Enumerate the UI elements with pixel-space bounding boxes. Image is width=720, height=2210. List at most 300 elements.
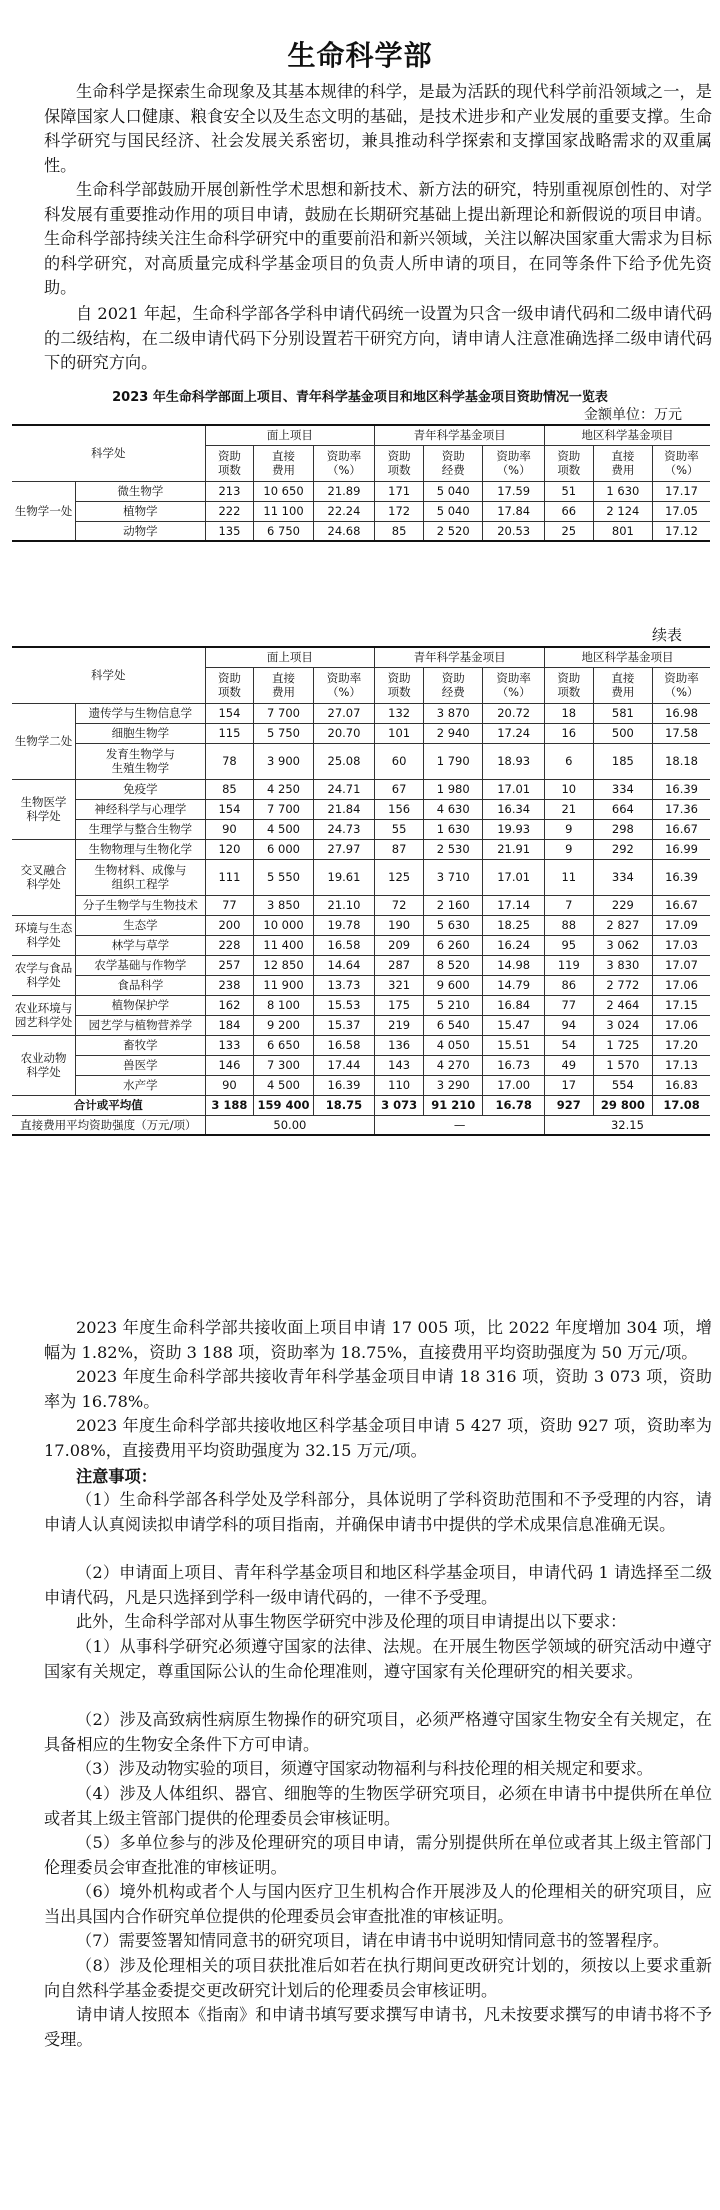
value-cell: 12 850 <box>254 955 313 975</box>
value-cell: 801 <box>593 521 652 541</box>
value-cell: 14.64 <box>313 955 375 975</box>
value-cell: 87 <box>375 839 424 859</box>
value-cell: 17.24 <box>483 723 545 743</box>
field-cell: 林学与草学 <box>76 935 205 955</box>
value-cell: 4 500 <box>254 819 313 839</box>
intensity-regional: 32.15 <box>544 1115 710 1135</box>
value-cell: 190 <box>375 915 424 935</box>
unit-label: 金额单位：万元 <box>584 407 682 423</box>
header-subcolumn: 资助 项数 <box>544 667 593 703</box>
value-cell: 3 710 <box>424 859 483 895</box>
value-cell: 7 700 <box>254 703 313 723</box>
value-cell: 16.73 <box>483 1055 545 1075</box>
total-value: 159 400 <box>254 1095 313 1115</box>
total-value: 927 <box>544 1095 593 1115</box>
value-cell: 77 <box>205 895 254 915</box>
total-value: 3 073 <box>375 1095 424 1115</box>
field-cell: 免疫学 <box>76 779 205 799</box>
total-label: 合计或平均值 <box>12 1095 205 1115</box>
field-cell: 神经科学与心理学 <box>76 799 205 819</box>
value-cell: 6 260 <box>424 935 483 955</box>
value-cell: 136 <box>375 1035 424 1055</box>
value-cell: 119 <box>544 955 593 975</box>
total-value: 17.08 <box>653 1095 710 1115</box>
total-value: 16.78 <box>483 1095 545 1115</box>
value-cell: 17.13 <box>653 1055 710 1075</box>
value-cell: 25 <box>544 521 593 541</box>
value-cell: 4 050 <box>424 1035 483 1055</box>
dept-cell: 农学与食品 科学处 <box>12 955 76 995</box>
value-cell: 17.15 <box>653 995 710 1015</box>
header-subcolumn: 资助 项数 <box>375 667 424 703</box>
value-cell: 2 160 <box>424 895 483 915</box>
table-row <box>12 935 710 955</box>
value-cell: 16 <box>544 723 593 743</box>
value-cell: 67 <box>375 779 424 799</box>
value-cell: 2 520 <box>424 521 483 541</box>
value-cell: 19.61 <box>313 859 375 895</box>
value-cell: 143 <box>375 1055 424 1075</box>
value-cell: 16.99 <box>653 839 710 859</box>
value-cell: 229 <box>593 895 652 915</box>
header-subcolumn: 资助 项数 <box>375 445 424 481</box>
field-cell: 园艺学与植物营养学 <box>76 1015 205 1035</box>
value-cell: 228 <box>205 935 254 955</box>
header-subcolumn: 直接 费用 <box>254 445 313 481</box>
value-cell: 60 <box>375 743 424 779</box>
value-cell: 4 250 <box>254 779 313 799</box>
table-row <box>12 481 710 501</box>
value-cell: 11 <box>544 859 593 895</box>
value-cell: 5 550 <box>254 859 313 895</box>
table-row <box>12 1055 710 1075</box>
note-item: （1）生命科学部各科学处及学科部分，具体说明了学科资助范围和不予受理的内容，请申请人认真阅读拟申请学科的项目指南，并确保申请书中提供的学术成果信息准确无误。 <box>44 1490 712 1534</box>
value-cell: 17.84 <box>483 501 545 521</box>
value-cell: 16.83 <box>653 1075 710 1095</box>
value-cell: 7 700 <box>254 799 313 819</box>
table-row <box>12 839 710 859</box>
field-cell: 生物物理与生物化学 <box>76 839 205 859</box>
value-cell: 15.47 <box>483 1015 545 1035</box>
value-cell: 18.93 <box>483 743 545 779</box>
value-cell: 200 <box>205 915 254 935</box>
total-row <box>12 1095 710 1115</box>
note-item: （2）申请面上项目、青年科学基金项目和地区科学基金项目，申请代码 1 请选择至二级申请代码，凡是只选择到学科一级申请代码的，一律不予受理。 <box>44 1563 712 1607</box>
note-item: （3）涉及动物实验的项目，须遵守国家动物福利与科技伦理的相关规定和要求。 <box>76 1759 653 1778</box>
value-cell: 19.93 <box>483 819 545 839</box>
value-cell: 16.39 <box>653 779 710 799</box>
note-item: （6）境外机构或者个人与国内医疗卫生机构合作开展涉及人的伦理相关的研究项目，应当出具国内合作研究单位提供的伦理委员会审查批准的审核证明。 <box>44 1882 712 1926</box>
table-row <box>12 703 710 723</box>
note-item: 此外，生命科学部对从事生物医学研究中涉及伦理的项目申请提出以下要求： <box>76 1612 627 1631</box>
header-young-scientists: 青年科学基金项目 <box>375 647 545 667</box>
value-cell: 17.59 <box>483 481 545 501</box>
value-cell: 17.20 <box>653 1035 710 1055</box>
table-row <box>12 743 710 779</box>
total-value: 18.75 <box>313 1095 375 1115</box>
table-row <box>12 859 710 895</box>
table-row <box>12 995 710 1015</box>
value-cell: 16.67 <box>653 895 710 915</box>
value-cell: 3 900 <box>254 743 313 779</box>
value-cell: 154 <box>205 799 254 819</box>
header-subcolumn: 资助率 （%） <box>483 667 545 703</box>
value-cell: 1 790 <box>424 743 483 779</box>
value-cell: 17.14 <box>483 895 545 915</box>
total-value: 29 800 <box>593 1095 652 1115</box>
value-cell: 27.97 <box>313 839 375 859</box>
table-row <box>12 723 710 743</box>
value-cell: 3 870 <box>424 703 483 723</box>
value-cell: 19.78 <box>313 915 375 935</box>
value-cell: 66 <box>544 501 593 521</box>
value-cell: 86 <box>544 975 593 995</box>
value-cell: 78 <box>205 743 254 779</box>
dept-cell: 生物学一处 <box>12 481 76 541</box>
note-item: （8）涉及伦理相关的项目获批准后如若在执行期间更改研究计划的，须按以上要求重新向自然科学基金委提交更改研究计划后的伦理委员会审核证明。 <box>44 1956 712 2000</box>
value-cell: 21.84 <box>313 799 375 819</box>
header-subcolumn: 资助 项数 <box>544 445 593 481</box>
value-cell: 15.53 <box>313 995 375 1015</box>
field-cell: 农学基础与作物学 <box>76 955 205 975</box>
value-cell: 49 <box>544 1055 593 1075</box>
value-cell: 1 570 <box>593 1055 652 1075</box>
table-row <box>12 1015 710 1035</box>
table-row <box>12 915 710 935</box>
field-cell: 食品科学 <box>76 975 205 995</box>
value-cell: 133 <box>205 1035 254 1055</box>
value-cell: 20.70 <box>313 723 375 743</box>
intro-paragraph-2: 生命科学部鼓励开展创新性学术思想和新技术、新方法的研究，特别重视原创性的、对学科发展有重要推动作用的项目申请，鼓励在长期研究基础上提出新理论和新假说的项目申请。生命科学部持续关注生命科学研究中的重要前沿和新兴领域，关注以解决国家重大需求为目标的科学研究，对高质量完成科学基金项目的负责人所申请的项目，在同等条件下给予优先资助。 <box>44 180 712 297</box>
header-subcolumn: 资助 经费 <box>424 445 483 481</box>
table-row <box>12 1075 710 1095</box>
value-cell: 125 <box>375 859 424 895</box>
value-cell: 4 500 <box>254 1075 313 1095</box>
funding-table-part-1 <box>12 424 710 542</box>
value-cell: 3 024 <box>593 1015 652 1035</box>
value-cell: 15.37 <box>313 1015 375 1035</box>
header-subcolumn: 资助率 （%） <box>653 667 710 703</box>
field-cell: 兽医学 <box>76 1055 205 1075</box>
value-cell: 14.79 <box>483 975 545 995</box>
value-cell: 132 <box>375 703 424 723</box>
value-cell: 16.58 <box>313 935 375 955</box>
value-cell: 20.53 <box>483 521 545 541</box>
value-cell: 17.17 <box>653 481 710 501</box>
value-cell: 120 <box>205 839 254 859</box>
value-cell: 27.07 <box>313 703 375 723</box>
value-cell: 15.51 <box>483 1035 545 1055</box>
intro-paragraph-1: 生命科学是探索生命现象及其基本规律的科学，是最为活跃的现代科学前沿领域之一，是保障国家人口健康、粮食安全以及生态文明的基础，是技术进步和产业发展的重要支撑。生命科学研究与国民经济、社会发展关系密切，兼具推动科学探索和支撑国家战略需求的双重属性。 <box>44 82 712 175</box>
value-cell: 3 850 <box>254 895 313 915</box>
header-subcolumn: 资助率 （%） <box>313 667 375 703</box>
value-cell: 72 <box>375 895 424 915</box>
value-cell: 51 <box>544 481 593 501</box>
value-cell: 219 <box>375 1015 424 1035</box>
intensity-general: 50.00 <box>205 1115 375 1135</box>
field-cell: 生态学 <box>76 915 205 935</box>
value-cell: 21.91 <box>483 839 545 859</box>
value-cell: 16.39 <box>653 859 710 895</box>
value-cell: 664 <box>593 799 652 819</box>
value-cell: 9 <box>544 839 593 859</box>
value-cell: 1 980 <box>424 779 483 799</box>
table-row <box>12 501 710 521</box>
value-cell: 17.06 <box>653 975 710 995</box>
header-subcolumn: 直接 费用 <box>254 667 313 703</box>
value-cell: 1 725 <box>593 1035 652 1055</box>
value-cell: 94 <box>544 1015 593 1035</box>
value-cell: 11 400 <box>254 935 313 955</box>
header-general-program: 面上项目 <box>205 425 375 445</box>
intensity-label: 直接费用平均资助强度（万元/项） <box>12 1115 205 1135</box>
value-cell: 9 <box>544 819 593 839</box>
value-cell: 88 <box>544 915 593 935</box>
header-dept: 科学处 <box>12 425 205 481</box>
value-cell: 17.01 <box>483 779 545 799</box>
intensity-row <box>12 1115 710 1135</box>
value-cell: 146 <box>205 1055 254 1075</box>
value-cell: 2 772 <box>593 975 652 995</box>
value-cell: 17.07 <box>653 955 710 975</box>
value-cell: 11 900 <box>254 975 313 995</box>
value-cell: 17.01 <box>483 859 545 895</box>
value-cell: 17.00 <box>483 1075 545 1095</box>
value-cell: 16.98 <box>653 703 710 723</box>
value-cell: 156 <box>375 799 424 819</box>
value-cell: 287 <box>375 955 424 975</box>
value-cell: 257 <box>205 955 254 975</box>
value-cell: 101 <box>375 723 424 743</box>
field-cell: 畜牧学 <box>76 1035 205 1055</box>
value-cell: 7 300 <box>254 1055 313 1075</box>
value-cell: 209 <box>375 935 424 955</box>
value-cell: 22.24 <box>313 501 375 521</box>
value-cell: 77 <box>544 995 593 1015</box>
value-cell: 3 062 <box>593 935 652 955</box>
value-cell: 10 650 <box>254 481 313 501</box>
value-cell: 85 <box>205 779 254 799</box>
note-item: （2）涉及高致病性病原生物操作的研究项目，必须严格遵守国家生物安全有关规定，在具备相应的生物安全条件下方可申请。 <box>44 1710 712 1754</box>
value-cell: 17.03 <box>653 935 710 955</box>
dept-cell: 环境与生态 科学处 <box>12 915 76 955</box>
value-cell: 17.06 <box>653 1015 710 1035</box>
header-young-scientists: 青年科学基金项目 <box>375 425 545 445</box>
funding-table-part-2 <box>12 646 710 1136</box>
header-regional-fund: 地区科学基金项目 <box>544 425 710 445</box>
header-subcolumn: 资助率 （%） <box>653 445 710 481</box>
value-cell: 321 <box>375 975 424 995</box>
note-item: （5）多单位参与的涉及伦理研究的项目申请，需分别提供所在单位或者其上级主管部门伦理委员会审查批准的审核证明。 <box>44 1833 712 1877</box>
value-cell: 1 630 <box>593 481 652 501</box>
value-cell: 292 <box>593 839 652 859</box>
value-cell: 14.98 <box>483 955 545 975</box>
value-cell: 2 464 <box>593 995 652 1015</box>
value-cell: 21.89 <box>313 481 375 501</box>
value-cell: 13.73 <box>313 975 375 995</box>
value-cell: 18.25 <box>483 915 545 935</box>
value-cell: 175 <box>375 995 424 1015</box>
note-item: （1）从事科学研究必须遵守国家的法律、法规。在开展生物医学领域的研究活动中遵守国家有关规定，尊重国际公认的生命伦理准则，遵守国家有关伦理研究的相关要求。 <box>44 1637 712 1681</box>
value-cell: 6 <box>544 743 593 779</box>
value-cell: 5 040 <box>424 501 483 521</box>
value-cell: 1 630 <box>424 819 483 839</box>
value-cell: 24.71 <box>313 779 375 799</box>
dept-cell: 农业动物 科学处 <box>12 1035 76 1095</box>
header-general-program: 面上项目 <box>205 647 375 667</box>
value-cell: 4 270 <box>424 1055 483 1075</box>
value-cell: 6 750 <box>254 521 313 541</box>
value-cell: 222 <box>205 501 254 521</box>
value-cell: 2 827 <box>593 915 652 935</box>
field-cell: 发育生物学与 生殖生物学 <box>76 743 205 779</box>
header-regional-fund: 地区科学基金项目 <box>544 647 710 667</box>
value-cell: 90 <box>205 1075 254 1095</box>
value-cell: 16.39 <box>313 1075 375 1095</box>
value-cell: 20.72 <box>483 703 545 723</box>
value-cell: 3 290 <box>424 1075 483 1095</box>
dept-cell: 生物医学 科学处 <box>12 779 76 839</box>
value-cell: 17.12 <box>653 521 710 541</box>
value-cell: 95 <box>544 935 593 955</box>
value-cell: 21.10 <box>313 895 375 915</box>
value-cell: 6 540 <box>424 1015 483 1035</box>
field-cell: 微生物学 <box>76 481 205 501</box>
value-cell: 17 <box>544 1075 593 1095</box>
field-cell: 生物材料、成像与 组织工程学 <box>76 859 205 895</box>
value-cell: 5 630 <box>424 915 483 935</box>
field-cell: 生理学与整合生物学 <box>76 819 205 839</box>
value-cell: 298 <box>593 819 652 839</box>
summary-general-program: 2023 年度生命科学部共接收面上项目申请 17 005 项，比 2022 年度增加 304 项，增幅为 1.82%，资助 3 188 项，资助率为 18.75%，直接费用平均资助强度为 50 万元/项。 <box>44 1318 712 1362</box>
value-cell: 10 <box>544 779 593 799</box>
value-cell: 16.67 <box>653 819 710 839</box>
value-cell: 581 <box>593 703 652 723</box>
value-cell: 55 <box>375 819 424 839</box>
value-cell: 5 040 <box>424 481 483 501</box>
value-cell: 16.84 <box>483 995 545 1015</box>
table-row <box>12 819 710 839</box>
summary-regional-fund: 2023 年度生命科学部共接收地区科学基金项目申请 5 427 项，资助 927 项，资助率为 17.08%，直接费用平均资助强度为 32.15 万元/项。 <box>44 1416 712 1460</box>
closing-paragraph: 请申请人按照本《指南》和申请书填写要求撰写申请书，凡未按要求撰写的申请书将不予受理。 <box>44 2005 712 2049</box>
value-cell: 162 <box>205 995 254 1015</box>
value-cell: 2 940 <box>424 723 483 743</box>
value-cell: 25.08 <box>313 743 375 779</box>
value-cell: 213 <box>205 481 254 501</box>
value-cell: 17.36 <box>653 799 710 819</box>
value-cell: 185 <box>593 743 652 779</box>
value-cell: 17.58 <box>653 723 710 743</box>
field-cell: 动物学 <box>76 521 205 541</box>
header-subcolumn: 资助率 （%） <box>483 445 545 481</box>
field-cell: 植物学 <box>76 501 205 521</box>
table-row <box>12 895 710 915</box>
header-subcolumn: 资助 项数 <box>205 667 254 703</box>
page-title: 生命科学部 <box>287 39 433 72</box>
value-cell: 6 000 <box>254 839 313 859</box>
table-row <box>12 779 710 799</box>
dept-cell: 农业环境与 园艺科学处 <box>12 995 76 1035</box>
value-cell: 17.44 <box>313 1055 375 1075</box>
table-row <box>12 975 710 995</box>
header-subcolumn: 直接 费用 <box>593 445 652 481</box>
value-cell: 16.24 <box>483 935 545 955</box>
dept-cell: 生物学二处 <box>12 703 76 779</box>
note-item: （4）涉及人体组织、器官、细胞等的生物医学研究项目，必须在申请书中提供所在单位或者其上级主管部门提供的伦理委员会审核证明。 <box>44 1784 712 1828</box>
table-row <box>12 521 710 541</box>
value-cell: 184 <box>205 1015 254 1035</box>
value-cell: 238 <box>205 975 254 995</box>
value-cell: 21 <box>544 799 593 819</box>
table-row <box>12 799 710 819</box>
value-cell: 110 <box>375 1075 424 1095</box>
value-cell: 9 200 <box>254 1015 313 1035</box>
value-cell: 171 <box>375 481 424 501</box>
header-subcolumn: 资助 经费 <box>424 667 483 703</box>
continued-label: 续表 <box>651 626 682 644</box>
value-cell: 2 530 <box>424 839 483 859</box>
note-item: （7）需要签署知情同意书的研究项目，请在申请书中说明知情同意书的签署程序。 <box>76 1931 670 1950</box>
dept-cell: 交叉融合 科学处 <box>12 839 76 915</box>
value-cell: 4 630 <box>424 799 483 819</box>
value-cell: 115 <box>205 723 254 743</box>
table-row <box>12 955 710 975</box>
field-cell: 遗传学与生物信息学 <box>76 703 205 723</box>
value-cell: 5 210 <box>424 995 483 1015</box>
value-cell: 17.05 <box>653 501 710 521</box>
value-cell: 334 <box>593 779 652 799</box>
intensity-young: — <box>375 1115 545 1135</box>
table-row <box>12 1035 710 1055</box>
header-subcolumn: 资助 项数 <box>205 445 254 481</box>
value-cell: 6 650 <box>254 1035 313 1055</box>
field-cell: 水产学 <box>76 1075 205 1095</box>
table-caption: 2023 年生命科学部面上项目、青年科学基金项目和地区科学基金项目资助情况一览表 <box>112 390 608 405</box>
field-cell: 细胞生物学 <box>76 723 205 743</box>
value-cell: 24.73 <box>313 819 375 839</box>
header-dept: 科学处 <box>12 647 205 703</box>
value-cell: 334 <box>593 859 652 895</box>
value-cell: 18.18 <box>653 743 710 779</box>
value-cell: 16.34 <box>483 799 545 819</box>
value-cell: 18 <box>544 703 593 723</box>
value-cell: 5 750 <box>254 723 313 743</box>
value-cell: 90 <box>205 819 254 839</box>
notes-heading: 注意事项： <box>76 1467 157 1486</box>
value-cell: 111 <box>205 859 254 895</box>
value-cell: 500 <box>593 723 652 743</box>
field-cell: 植物保护学 <box>76 995 205 1015</box>
value-cell: 3 830 <box>593 955 652 975</box>
value-cell: 85 <box>375 521 424 541</box>
value-cell: 54 <box>544 1035 593 1055</box>
summary-young-scientists: 2023 年度生命科学部共接收青年科学基金项目申请 18 316 项，资助 3 073 项，资助率为 16.78%。 <box>44 1367 712 1411</box>
total-value: 3 188 <box>205 1095 254 1115</box>
value-cell: 172 <box>375 501 424 521</box>
header-subcolumn: 直接 费用 <box>593 667 652 703</box>
value-cell: 24.68 <box>313 521 375 541</box>
value-cell: 11 100 <box>254 501 313 521</box>
value-cell: 2 124 <box>593 501 652 521</box>
value-cell: 10 000 <box>254 915 313 935</box>
value-cell: 9 600 <box>424 975 483 995</box>
field-cell: 分子生物学与生物技术 <box>76 895 205 915</box>
value-cell: 8 100 <box>254 995 313 1015</box>
value-cell: 8 520 <box>424 955 483 975</box>
value-cell: 17.09 <box>653 915 710 935</box>
value-cell: 16.58 <box>313 1035 375 1055</box>
value-cell: 554 <box>593 1075 652 1095</box>
